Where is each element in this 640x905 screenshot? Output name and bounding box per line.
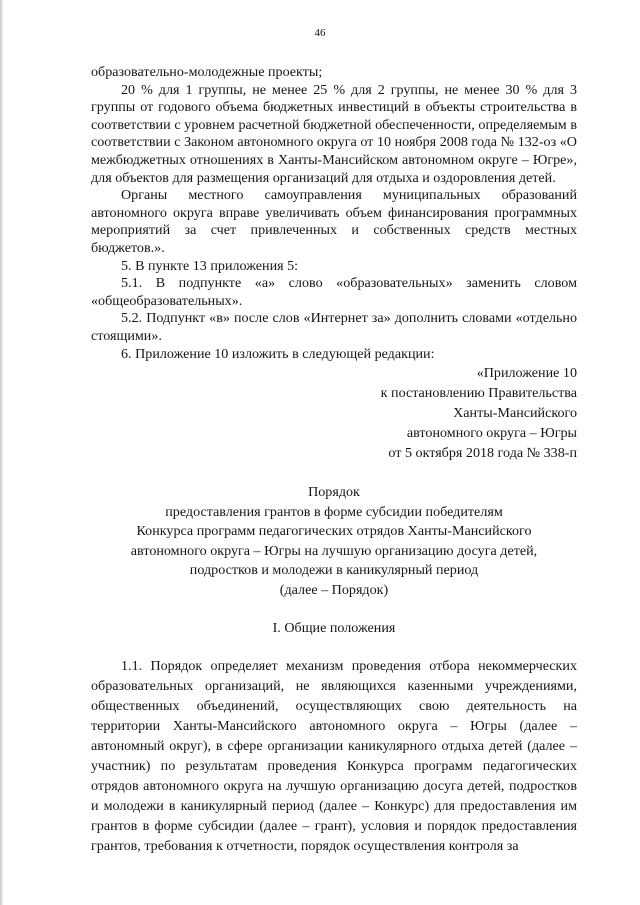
intro-paragraph-1: образовательно-молодежные проекты; xyxy=(91,64,323,80)
section-heading: I. Общие положения xyxy=(272,620,396,637)
appendix-line-1: «Приложение 10 xyxy=(476,365,577,382)
title-line-4: автономного округа – Югры на лучшую организацию досуга детей, xyxy=(130,542,538,559)
intro-paragraph-5: 5.1. В подпункте «а» слово «образовательных» заменить словом «общеобразовательных». xyxy=(91,275,577,309)
title-line-6: (далее – Порядок) xyxy=(279,581,389,598)
title-line-3: Конкурса программ педагогических отрядов Ханты-Мансийского xyxy=(136,523,532,540)
page-edge-shadow xyxy=(0,0,3,905)
title-line-2: предоставления грантов в форме субсидии победителям xyxy=(165,503,503,520)
appendix-reference xyxy=(91,363,577,463)
intro-paragraph-4: 5. В пункте 13 приложения 5: xyxy=(121,257,299,274)
appendix-line-5: от 5 октября 2018 года № 338-п xyxy=(388,445,577,462)
appendix-line-3: Ханты-Мансийского xyxy=(453,405,577,422)
title-line-5: подростков и молодежи в каникулярный период xyxy=(189,562,479,579)
appendix-line-4: автономного округа – Югры xyxy=(406,425,577,442)
title-line-1: Порядок xyxy=(308,484,360,501)
intro-paragraph-7: 6. Приложение 10 изложить в следующей редакции: xyxy=(121,345,435,362)
intro-paragraph-2: 20 % для 1 группы, не менее 25 % для 2 группы, не менее 30 % для 3 группы от годового объема бюджетных инвестиций в объекты строительства в соответствии с уровнем расчетной бюджетной обеспеченности, определяемым в соответствии с Законом автономного округа от 10 ноября 2008 года № 132-оз «О межбюджетных отношениях в Ханты-Мансийском автономном округе – Югре», для объектов для размещения организаций для отдыха и оздоровления детей. xyxy=(91,81,577,186)
page-number: 46 xyxy=(314,27,326,39)
appendix-line-2: к постановлению Правительства xyxy=(380,385,577,402)
intro-paragraph-3: Органы местного самоуправления муниципальных образований автономного округа вправе увеличивать объем финансирования программных мероприятий за счет привлеченных и собственных средств местных бюджетов.». xyxy=(91,187,577,256)
section-paragraph-1-1: 1.1. Порядок определяет механизм проведения отбора некоммерческих образовательных организаций, не являющихся казенными учреждениями, общественных объединений, осуществляющих свою деятельность на территории Ханты-Мансийского автономного округа – Югры (далее – автономный округ), в сфере организации каникулярного отдыха детей (далее – участник) по результатам проведения Конкурса программ педагогических отрядов автономного округа на лучшую организацию досуга детей, подростков и молодежи в каникулярный период (далее – Конкурс) для предоставления им грантов в форме субсидии (далее – грант), условия и порядок предоставления грантов, требования к отчетности, порядок осуществления контроля за xyxy=(91,658,577,855)
document-title xyxy=(91,483,577,600)
intro-paragraph-6: 5.2. Подпункт «в» после слов «Интернет за» дополнить словами «отдельно стоящими». xyxy=(91,310,577,344)
document-body xyxy=(91,64,577,856)
